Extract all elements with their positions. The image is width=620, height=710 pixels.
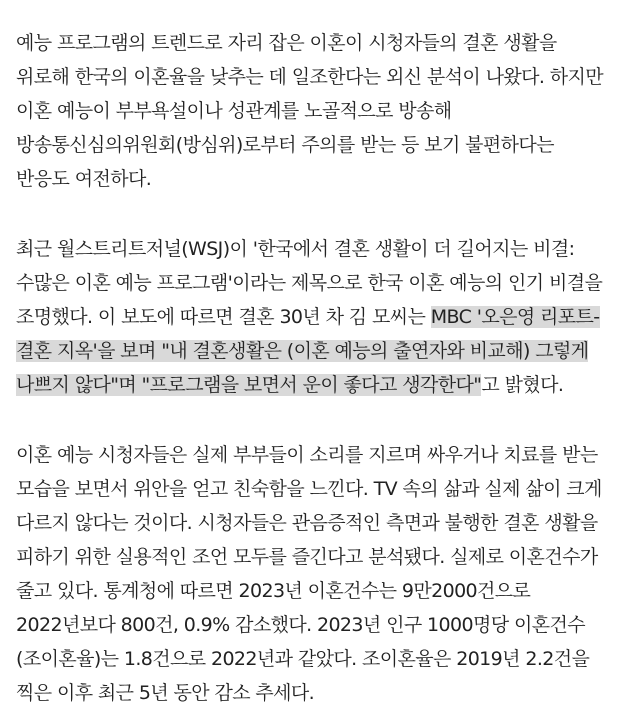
paragraph-wsj-report [16,232,604,402]
paragraph-statistics: 이혼 예능 시청자들은 실제 부부들이 소리를 지르며 싸우거나 치료를 받는 모습을 보면서 위안을 얻고 친숙함을 느낀다. TV 속의 삶과 실제 삶이 크게 다르지 않다는 것이다. 시청자들은 관음증적인 측면과 불행한 결혼 생활을 피하기 위한 실용적인 조언 모두를 즐긴다고 분석됐다. 실제로 이혼건수가 줄고 있다. 통계청에 따르면 2023년 이혼건수는 9만2000건으로 2022년보다 800건, 0.9% 감소했다. 2023년 인구 1000명당 이혼건수(조이혼율)는 1.8건으로 2022년과 같았다. 조이혼율은 2019년 2.2건을 찍은 이후 최근 5년 동안 감소 추세다. [16,444,602,704]
paragraph-text: 고 밝혔다. [481,374,564,396]
paragraph-intro: 예능 프로그램의 트렌드로 자리 잡은 이혼이 시청자들의 결혼 생활을 위로해 한국의 이혼율을 낮추는 데 일조한다는 외신 분석이 나왔다. 하지만 이혼 예능이 부부욕설이나 성관계를 노골적으로 방송해 방송통신심의위원회(방심위)로부터 주의를 받는 등 보기 불편하다는 반응도 여전하다. [16,32,604,190]
paragraph-text: 최근 월스트리트저널(WSJ)이 '한국에서 결혼 생활이 더 길어지는 비결: 수많은 이혼 예능 프로그램'이라는 제목으로 한국 이혼 예능의 인기 비결을 조명했다. 이 보도에 따르면 결혼 30년 차 김 모씨는 [16,238,603,328]
highlighted-quote: MBC '오은영 리포트-결혼 지옥'을 보며 "내 결혼생활은 (이혼 예능의 출연자와 비교해) 그렇게 나쁘지 않다"며 "프로그램을 보면서 운이 좋다고 생각한다" [16,306,600,396]
